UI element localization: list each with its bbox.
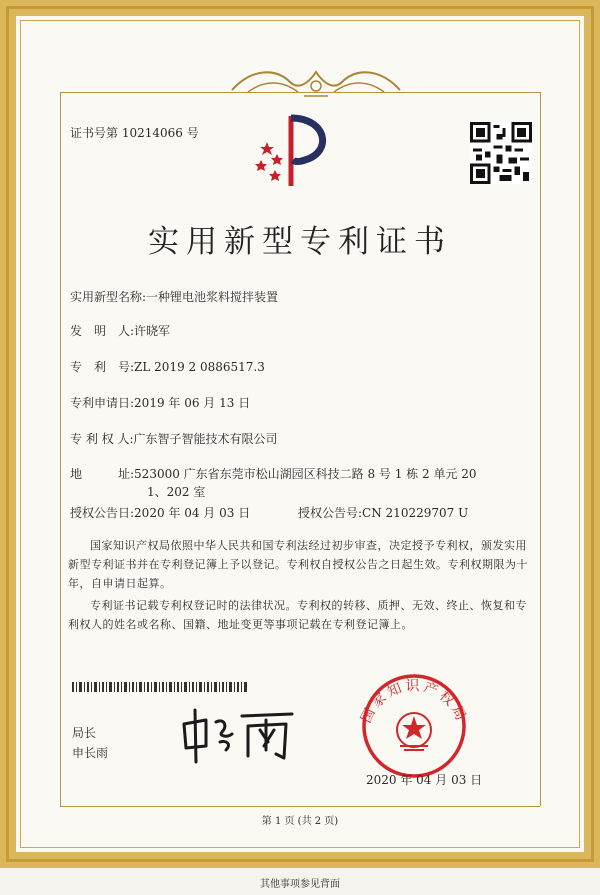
grant-number-value: CN 210229707 U xyxy=(362,506,469,520)
patent-number-value: ZL 2019 2 0886517.3 xyxy=(134,360,265,374)
certificate-number xyxy=(70,124,199,141)
signature-icon xyxy=(176,706,296,764)
grant-number-row xyxy=(298,504,468,521)
body-paragraph-2: 专利证书记载专利权登记时的法律状况。专利权的转移、质押、无效、终止、恢复和专利权人的姓名或名称、国籍、地址变更等事项记载在专利登记簿上。 xyxy=(68,599,527,631)
inventor-label: 发 明 人: xyxy=(70,324,135,338)
patentee-row xyxy=(70,430,278,447)
footer-note: 其他事项参见背面 xyxy=(260,879,340,890)
address-row xyxy=(70,465,477,482)
grant-number-label: 授权公告号: xyxy=(298,506,363,520)
page-number: 第 1 页 (共 2 页) xyxy=(261,816,339,827)
patentee-label: 专 利 权 人: xyxy=(70,432,134,446)
grant-date-value: 2020 年 04 月 03 日 xyxy=(134,506,251,520)
officer-title: 局长 xyxy=(72,726,97,740)
address-label: 地 址: xyxy=(70,467,135,481)
patentee-value: 广东智子智能技术有限公司 xyxy=(133,432,278,446)
filing-date-value: 2019 年 06 月 13 日 xyxy=(134,396,251,410)
barcode-icon xyxy=(72,682,247,692)
official-seal-icon xyxy=(348,670,480,778)
certificate-title: 实用新型专利证书 xyxy=(148,224,452,260)
seal-date: 2020 年 04 月 03 日 xyxy=(366,773,483,787)
address-line-1: 523000 广东省东莞市松山湖园区科技二路 8 号 1 栋 2 单元 20 xyxy=(134,467,477,481)
patent-number-label: 专 利 号: xyxy=(70,360,135,374)
grant-date-label: 授权公告日: xyxy=(70,506,135,520)
utility-model-name-row xyxy=(70,288,278,305)
officer-name: 申长雨 xyxy=(72,746,109,760)
inventor-row xyxy=(70,322,170,339)
bottom-rule xyxy=(60,806,540,807)
top-rule xyxy=(60,92,540,93)
address-line-2: 1、202 室 xyxy=(147,485,206,499)
certificate-number-value: 10214066 xyxy=(121,126,183,140)
ornament-icon xyxy=(228,64,404,100)
seal-text: 国家知识产权局 xyxy=(358,678,470,726)
qr-code-icon xyxy=(470,122,532,184)
body-paragraph-1: 国家知识产权局依照中华人民共和国专利法经过初步审查，决定授予专利权，颁发实用新型专利证书并在专利登记簿上予以登记。专利权自授权公告之日起生效。专利权期限为十年，自申请日起算。 xyxy=(68,539,528,590)
filing-date-row xyxy=(70,394,250,411)
utility-model-name-label: 实用新型名称: xyxy=(70,290,147,304)
grant-date-row xyxy=(70,504,250,521)
inventor-value: 许晓军 xyxy=(134,324,171,338)
right-rule xyxy=(540,92,541,806)
cnipa-logo-icon xyxy=(247,112,337,192)
certificate-number-suffix: 号 xyxy=(186,126,199,140)
utility-model-name-value: 一种锂电池浆料搅拌装置 xyxy=(146,290,279,304)
patent-number-row xyxy=(70,358,265,375)
certificate-number-label: 证书号第 xyxy=(70,126,119,140)
filing-date-label: 专利申请日: xyxy=(70,396,135,410)
left-rule xyxy=(60,92,61,806)
